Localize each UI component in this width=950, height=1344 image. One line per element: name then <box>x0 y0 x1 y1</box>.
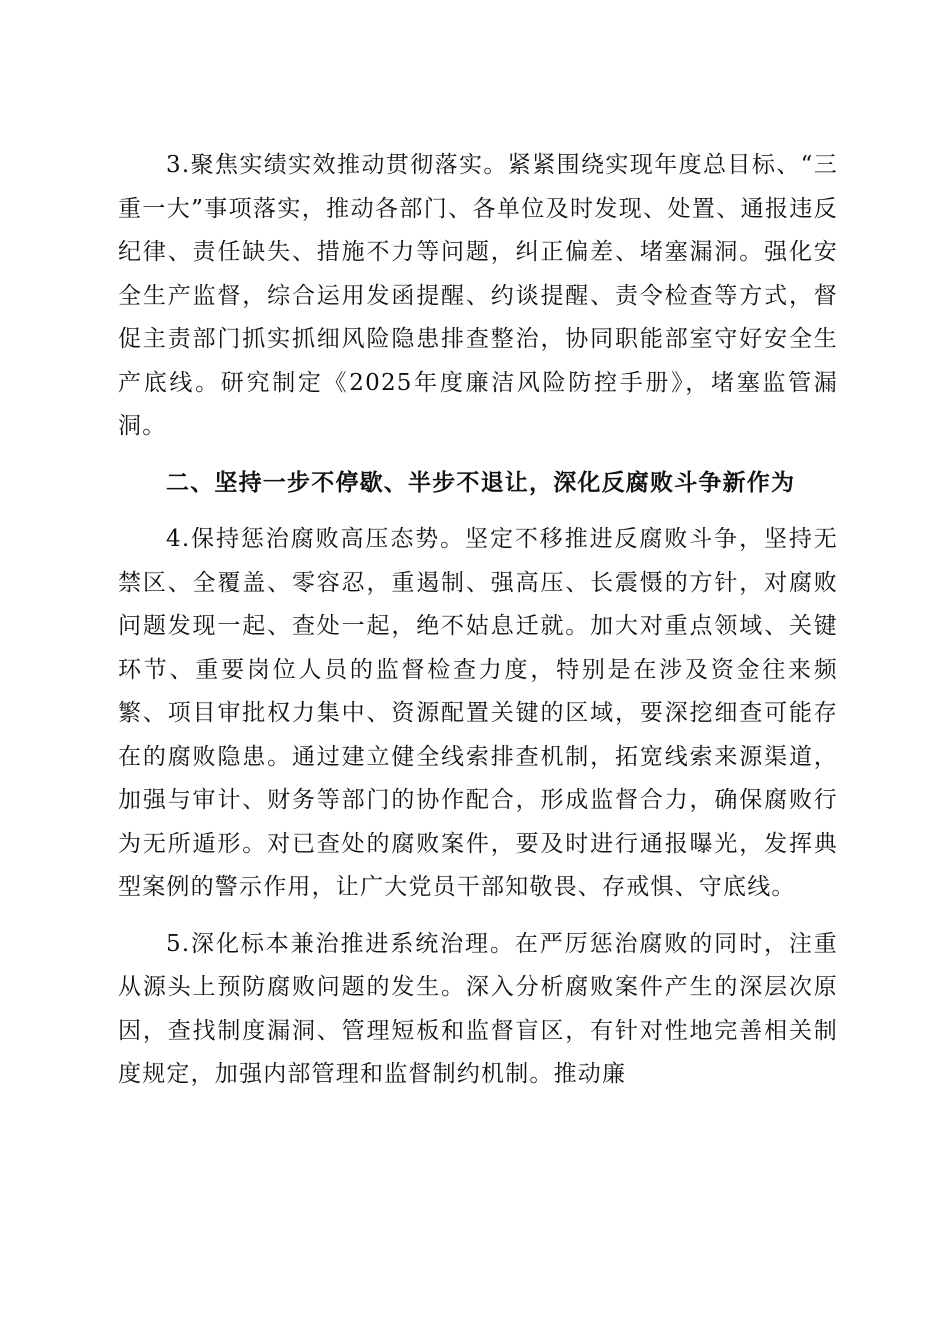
paragraph-4-anti-corruption-pressure: 4.保持惩治腐败高压态势。坚定不移推进反腐败斗争，坚持无禁区、全覆盖、零容忍，重遏制、强高压、长震慑的方针，对腐败问题发现一起、查处一起，绝不姑息迁就。加大对重点领域、关键环节、重要岗位人员的监督检查力度，特别是在涉及资金往来频繁、项目审批权力集中、资源配置关键的区域，要深挖细查可能存在的腐败隐患。通过建立健全线索排查机制，拓宽线索来源渠道，加强与审计、财务等部门的协作配合，形成监督合力，确保腐败行为无所遁形。对已查处的腐败案件，要及时进行通报曝光，发挥典型案例的警示作用，让广大党员干部知敬畏、存戒惧、守底线。 <box>118 526 838 900</box>
paragraph-3-focus-performance: 3.聚焦实绩实效推动贯彻落实。紧紧围绕实现年度总目标、“三重一大”事项落实，推动各部门、各单位及时发现、处置、通报违反纪律、责任缺失、措施不力等问题，纠正偏差、堵塞漏洞。强化安全生产监督，综合运用发函提醒、约谈提醒、责令检查等方式，督促主责部门抓实抓细风险隐患排查整治，协同职能部室守好安全生产底线。研究制定《2025年度廉洁风险防控手册》，堵塞监管漏洞。 <box>118 152 838 439</box>
document-body <box>118 144 838 1110</box>
section-heading-2: 二、坚持一步不停歇、半步不退让，深化反腐败斗争新作为 <box>166 469 796 496</box>
paragraph-5-systemic-governance: 5.深化标本兼治推进系统治理。在严厉惩治腐败的同时，注重从源头上预防腐败问题的发生。深入分析腐败案件产生的深层次原因，查找制度漏洞、管理短板和监督盲区，有针对性地完善相关制度规定，加强内部管理和监督制约机制。推动廉 <box>118 930 838 1087</box>
